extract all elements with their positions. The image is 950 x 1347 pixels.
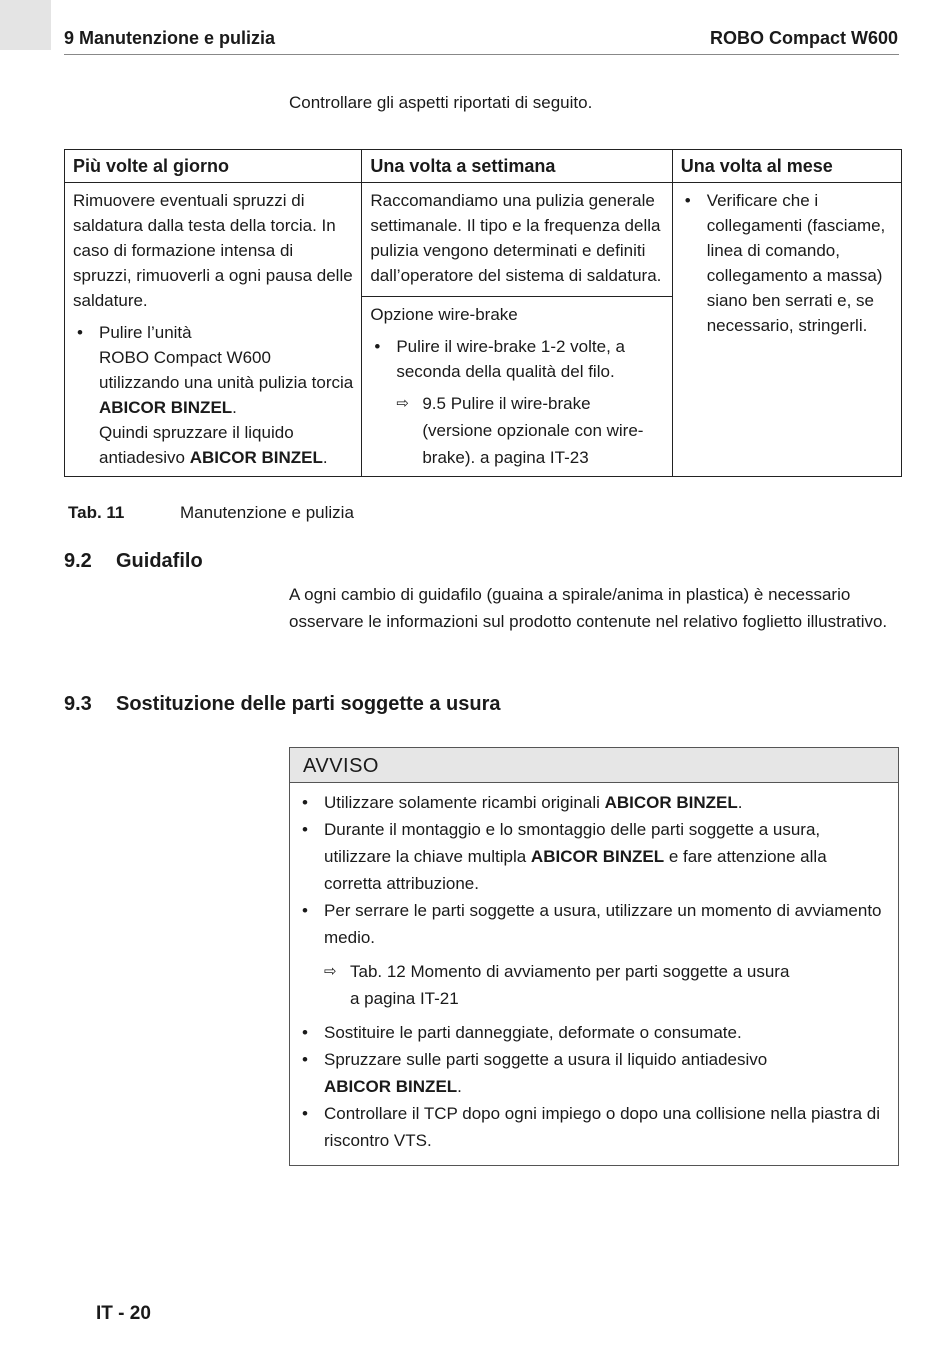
wire-brake-option-title: Opzione wire-brake xyxy=(370,305,518,324)
notice-text: e fare attenzione alla corretta attribuzione. xyxy=(324,847,827,893)
list-item: • Sostituire le parti danneggiate, deformate o consumate. xyxy=(300,1019,888,1046)
list-item xyxy=(300,816,888,897)
daily-bullet-list xyxy=(73,320,353,470)
cell-monthly xyxy=(672,183,901,477)
cross-reference-page[interactable]: a pagina IT-21 xyxy=(350,989,459,1008)
punctuation: . xyxy=(457,1077,462,1096)
maintenance-table xyxy=(64,149,902,477)
notice-text: Spruzzare sulle parti soggette a usura il liquido antiadesivo xyxy=(324,1050,768,1069)
table-header-monthly: Una volta al mese xyxy=(672,150,901,183)
daily-bullet-text: Pulire l’unità xyxy=(99,323,192,342)
header-divider xyxy=(64,54,899,55)
monthly-bullet-list xyxy=(681,188,893,338)
cell-weekly: Raccomandiamo una pulizia generale settimanale. Il tipo e la frequenza della pulizia vengono determinati e definiti dall’operatore del sistema di saldatura. xyxy=(362,183,672,297)
list-item xyxy=(73,320,353,470)
notice-bullet-list xyxy=(300,789,888,951)
table-caption-label: Tab. 11 xyxy=(68,503,125,522)
list-item xyxy=(300,1046,888,1100)
table-row xyxy=(65,183,902,297)
daily-description: Rimuovere eventuali spruzzi di saldatura dalla testa della torcia. In caso di formazione intensa di spruzzi, rimuoverli a ogni pausa delle saldature. xyxy=(73,191,353,310)
table-header-row xyxy=(65,150,902,183)
header-product-name: ROBO Compact W600 xyxy=(709,28,898,48)
punctuation: . xyxy=(737,793,743,812)
notice-text: Durante il montaggio e lo smontaggio delle parti soggette a usura, utilizzare la chiave multipla xyxy=(324,820,821,866)
cell-daily xyxy=(65,183,362,477)
cross-reference[interactable] xyxy=(324,958,888,1012)
cross-reference-text[interactable]: 9.5 Pulire il wire-brake (versione opzionale con wire-brake). a pagina IT-23 xyxy=(422,394,644,467)
page-number: IT - 20 xyxy=(96,1303,151,1324)
brand-name: ABICOR BINZEL xyxy=(604,793,738,812)
list-item: • Per serrare le parti soggette a usura, utilizzare un momento di avviamento medio. xyxy=(300,897,888,951)
list-item: • Pulire il wire-brake 1-2 volte, a seconda della qualità del filo. xyxy=(370,334,663,384)
list-item: • Verificare che i collegamenti (fasciame, linea di comando, collegamento a massa) siano ben serrati e, se necessario, stringerli. xyxy=(681,188,893,338)
table-header-daily: Più volte al giorno xyxy=(65,150,362,183)
punctuation: . xyxy=(322,448,328,467)
list-item: • Controllare il TCP dopo ogni impiego o dopo una collisione nella piastra di riscontro VTS. xyxy=(300,1100,888,1154)
brand-name: ABICOR BINZEL xyxy=(189,448,323,467)
section-number: 9.3 xyxy=(64,693,92,715)
intro-text: Controllare gli aspetti riportati di seguito. xyxy=(289,93,593,112)
cell-wire-brake-option xyxy=(362,297,672,477)
notice-title: AVVISO xyxy=(290,748,898,783)
punctuation: . xyxy=(232,398,237,417)
daily-bullet-product: ROBO Compact W600 xyxy=(99,348,271,367)
cross-reference[interactable] xyxy=(396,390,663,471)
section-title: Guidafilo xyxy=(116,550,203,572)
arrow-right-icon: ⇨ xyxy=(396,395,409,412)
cross-reference-text[interactable]: Tab. 12 Momento di avviamento per parti soggette a usura xyxy=(350,962,790,981)
daily-bullet-text: Quindi spruzzare il liquido antiadesivo xyxy=(99,423,294,467)
daily-bullet-text: utilizzando una unità pulizia torcia xyxy=(99,373,354,392)
brand-name: ABICOR BINZEL xyxy=(99,398,233,417)
wire-brake-bullet-list xyxy=(370,334,663,384)
list-item xyxy=(300,789,888,816)
brand-name: ABICOR BINZEL xyxy=(530,847,665,866)
arrow-right-icon: ⇨ xyxy=(324,963,337,980)
section-paragraph: A ogni cambio di guidafilo (guaina a spirale/anima in plastica) è necessario osservare le informazioni sul prodotto contenute nel relativo foglietto illustrativo. xyxy=(289,585,888,631)
table-caption-text: Manutenzione e pulizia xyxy=(180,503,354,522)
brand-name: ABICOR BINZEL xyxy=(324,1077,458,1096)
table-header-weekly: Una volta a settimana xyxy=(362,150,672,183)
notice-bullet-list xyxy=(300,1019,888,1154)
notice-box xyxy=(289,747,899,1166)
page-corner-tab xyxy=(0,0,51,50)
section-title: Sostituzione delle parti soggette a usura xyxy=(116,693,501,715)
notice-text: Utilizzare solamente ricambi originali xyxy=(324,793,605,812)
notice-body xyxy=(290,783,898,1154)
header-section-title: 9 Manutenzione e pulizia xyxy=(64,28,276,48)
section-number: 9.2 xyxy=(64,550,92,572)
